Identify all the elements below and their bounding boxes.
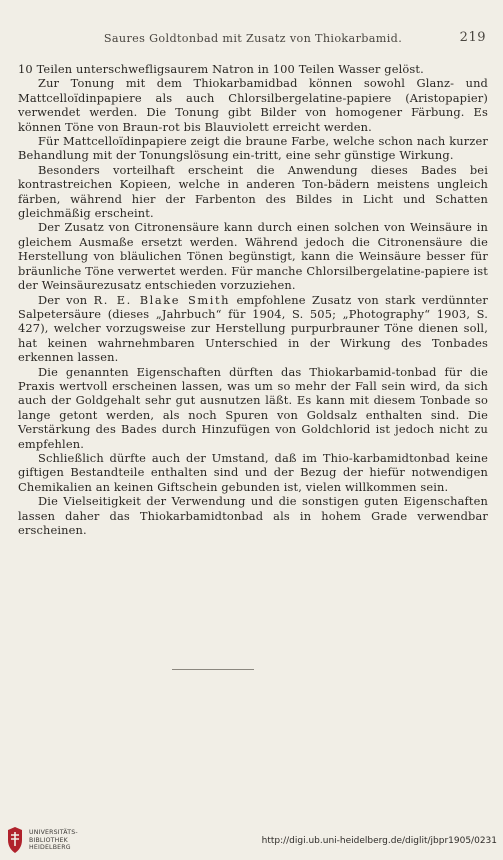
permalink-url[interactable]: http://digi.ub.uni-heidelberg.de/diglit/jbpr1905/0231 <box>261 836 497 846</box>
paragraph-2: Zur Tonung mit dem Thiokarbamidbad können sowohl Glanz- und Mattcelloïdinpapiere als auch Chlorsilbergelatine-papiere (Aristopapier) verwendet werden. Die Tonung gibt Bilder von homogener Färbung. Es können Töne von Braun-rot bis Blauviolett erreicht werden. <box>18 76 488 134</box>
university-library-logo <box>6 826 126 858</box>
paragraph-7: Die genannten Eigenschaften dürften das Thiokarbamid-tonbad für die Praxis wertvoll erscheinen lassen, was um so mehr der Fall sein wird, da sich auch der Goldgehalt sehr gut ausnutzen läßt. Es kann mit diesem Tonbade so lange getont werden, als noch Spuren von Goldsalz enthalten sind. Die Verstärkung des Bades durch Hinzufügen von Goldchlorid ist jedoch nicht zu empfehlen. <box>18 364 488 451</box>
paragraph-1: 10 Teilen unterschwefligsaurem Natron in 100 Teilen Wasser gelöst. <box>18 62 424 76</box>
author-name: R. E. Blake Smith <box>93 292 231 307</box>
body-text <box>18 62 488 537</box>
library-seal-icon <box>6 826 24 854</box>
paragraph-8: Schließlich dürfte auch der Umstand, daß im Thio-karbamidtonbad keine giftigen Bestandteile enthalten sind und der Bezug der hiefür notwendigen Chemikalien an keinen Giftschein gebunden ist, vielen willkommen sein. <box>18 450 488 494</box>
paragraph-6-rest: empfohlene Zusatz von stark verdünnter Salpetersäure (dieses „Jahrbuch“ für 1904, S. 505; „Photography“ 1903, S. 427), welcher vorzugsweise zur Herstellung purpurbrauner Töne dienen soll, hat keinen wahrnehmbaren Unterschied in der Wirkung des Tonbades erkennen lassen. <box>18 292 489 365</box>
paragraph-6-lead: Der von <box>38 292 94 307</box>
paragraph-9: Die Vielseitigkeit der Verwendung und die sonstigen guten Eigenschaften lassen daher das Thiokarbamidtonbad als in hohem Grade verwendbar erscheinen. <box>18 494 488 537</box>
logo-line-1: UNIVERSITÄTS- <box>29 829 78 836</box>
logo-line-2: BIBLIOTHEK <box>29 836 68 844</box>
paragraph-4: Besonders vorteilhaft erscheint die Anwendung dieses Bades bei kontrastreichen Kopieen, welche in anderen Ton-bädern meistens ungleich färben, während hier der Farbenton des Bildes in Licht und Schatten gleichmäßig erscheint. <box>18 162 488 221</box>
paragraph-3: Für Mattcelloïdinpapiere zeigt die braune Farbe, welche schon nach kurzer Behandlung mit der Tonungslösung ein-tritt, eine sehr günstige Wirkung. <box>18 134 488 163</box>
paragraph-5: Der Zusatz von Citronensäure kann durch einen solchen von Weinsäure in gleichem Ausmaße ersetzt werden. Während jedoch die Citronensäure die Herstellung von bläulichen Tönen begünstigt, kann die Weinsäure besser für bräunliche Töne verwertet werden. Für manche Chlorsilbergelatine-papiere ist der Weinsäurezusatz entschieden vorzuziehen. <box>18 220 488 293</box>
closing-rule <box>172 669 254 670</box>
page-number: 219 <box>459 30 486 45</box>
paragraph-6 <box>18 293 488 365</box>
running-title: Saures Goldtonbad mit Zusatz von Thiokarbamid. <box>103 32 403 45</box>
running-header <box>18 32 488 52</box>
logo-line-3: HEIDELBERG <box>29 844 71 852</box>
digitization-footer <box>0 822 503 860</box>
logo-text <box>29 829 78 852</box>
